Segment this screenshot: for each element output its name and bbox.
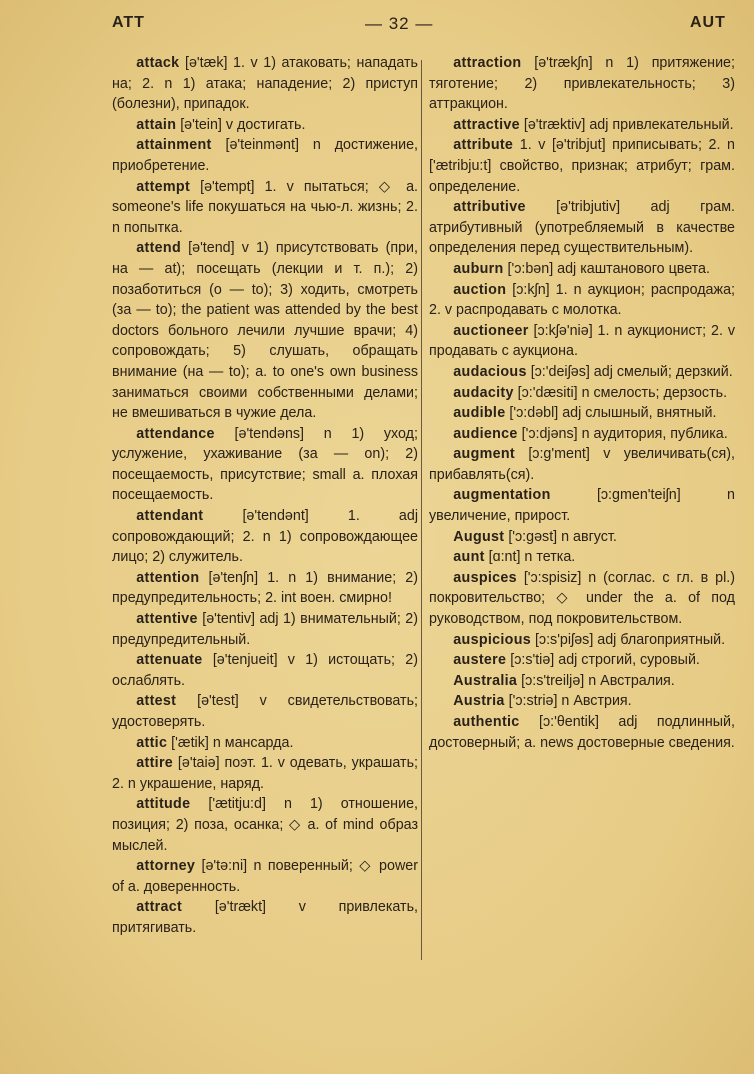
right-column — [429, 53, 735, 753]
definition: [ə'tribjutiv] adj грам. атрибутивный (употребляемый в качестве определения перед существительным). — [429, 199, 735, 257]
headword: attractive — [453, 116, 520, 133]
page-number: — 32 — — [365, 14, 434, 33]
headword: attorney — [136, 858, 196, 875]
definition: [ə'tendəns] n 1) уход; услужение, ухаживание (за — on); 2) посещаемость, присутствие; small a. плохая посещаемость. — [112, 425, 418, 504]
definition: [ɔ:s'piʃəs] adj благоприятный. — [530, 631, 726, 648]
headword: attract — [136, 899, 183, 916]
definition: [ə'tend] v 1) присутствовать (при, на — at); посещать (лекции и т. п.); 2) позаботиться (о — to); 3) ходить, смотреть (за — to); the patient was attended by the best doctors больного лечили лучшие врачи; 4) сопровождать; 5) слушать, обращать внимание (на — to); a. to one's own business заниматься своими собственными делами; не вмешиваться в чужие дела. — [112, 240, 418, 422]
dictionary-entry — [429, 712, 735, 753]
headword: augmentation — [453, 487, 551, 504]
headword: augment — [453, 446, 515, 463]
right-guide-word: AUT — [690, 14, 726, 31]
dictionary-entry — [112, 650, 418, 691]
headword: attain — [136, 116, 177, 133]
dictionary-entry — [112, 135, 418, 176]
definition: [ɔ:s'tiə] adj строгий, суровый. — [506, 652, 700, 669]
dictionary-entry — [429, 115, 735, 136]
definition: ['ɔ:striə] n Австрия. — [504, 693, 632, 710]
headword: attire — [136, 755, 174, 772]
definition: [ɔ:gmen'teiʃn] n увеличение, прирост. — [429, 487, 735, 525]
dictionary-entry — [429, 403, 735, 424]
dictionary-entry — [429, 671, 735, 692]
definition: ['ɔ:spisiz] n (соглас. с гл. в pl.) покровительство; ◇ under the a. of под руководством, под покровительством. — [429, 569, 735, 628]
headword: attraction — [453, 55, 522, 71]
headword: auction — [453, 281, 507, 298]
dictionary-entry — [112, 506, 418, 568]
headword: austere — [453, 652, 507, 669]
headword: attic — [136, 734, 168, 751]
headword: auspicious — [453, 631, 531, 648]
headword: attentive — [136, 611, 198, 628]
definition: [ə'tein] v достигать. — [176, 116, 306, 133]
definition: ['ɔ:bən] adj каштанового цвета. — [503, 260, 710, 277]
headword: auburn — [453, 260, 504, 277]
definition: [ɔ:'deiʃəs] adj смелый; дерзкий. — [526, 363, 733, 380]
definition: ['ætitju:d] n 1) отношение, позиция; 2) поза, осанка; ◇ a. of mind образ мыслей. — [112, 796, 418, 854]
headword: audacity — [453, 384, 514, 401]
dictionary-entry — [112, 568, 418, 609]
dictionary-entry — [112, 794, 418, 856]
definition: ['ɔ:djəns] n аудитория, публика. — [517, 425, 728, 442]
column-divider — [421, 60, 422, 960]
dictionary-entry — [112, 897, 418, 938]
headword: attention — [136, 569, 200, 586]
headword: auctioneer — [453, 322, 529, 339]
headword: attribute — [453, 137, 514, 154]
definition: [ɔ:kʃn] 1. n аукцион; распродажа; 2. v распродавать с молотка. — [429, 281, 735, 319]
dictionary-entry — [112, 53, 418, 115]
headword: aunt — [453, 549, 485, 566]
dictionary-entry — [112, 177, 418, 239]
dictionary-entry — [429, 362, 735, 383]
dictionary-entry — [429, 485, 735, 526]
dictionary-entry — [429, 135, 735, 197]
definition: [ə'tenʃn] 1. n 1) внимание; 2) предупредительность; 2. int воен. смирно! — [112, 569, 418, 607]
headword: auspices — [453, 569, 517, 586]
definition: [ə'tenjueit] v 1) истощать; 2) ослаблять. — [112, 652, 418, 689]
headword: August — [453, 528, 505, 545]
headword: attendance — [136, 425, 215, 442]
definition: [ɔ:s'treiljə] n Австралия. — [517, 672, 675, 689]
dictionary-entry — [429, 424, 735, 445]
dictionary-entry — [429, 280, 735, 321]
definition: [ɔ:kʃə'niə] 1. n аукционист; 2. v продавать с аукциона. — [429, 322, 735, 360]
dictionary-entry — [112, 424, 418, 506]
headword: attempt — [136, 178, 191, 195]
dictionary-entry — [429, 53, 735, 115]
definition: [ə'tendənt] 1. adj сопровождающий; 2. n 1) сопровождающее лицо; 2) служитель. — [112, 508, 418, 566]
headword: attitude — [136, 796, 191, 813]
definition: [ə'tempt] 1. v пытаться; ◇ a. someone's life покушаться на чью-л. жизнь; 2. n попытка. — [112, 178, 418, 236]
definition: [ə'trækt] v привлекать, притягивать. — [112, 899, 418, 936]
definition: [ɑ:nt] n тетка. — [484, 549, 576, 566]
dictionary-entry — [429, 691, 735, 712]
dictionary-entry — [429, 650, 735, 671]
headword: audience — [453, 425, 518, 442]
dictionary-entry — [429, 568, 735, 630]
headword: attest — [136, 693, 177, 710]
dictionary-entry — [112, 856, 418, 897]
definition: [ɔ:g'ment] v увеличивать(ся), прибавлять(ся). — [429, 446, 735, 483]
dictionary-entry — [112, 238, 418, 423]
dictionary-entry — [429, 321, 735, 362]
dictionary-entry — [429, 259, 735, 280]
headword: audible — [453, 405, 506, 422]
definition: ['ætik] n мансарда. — [167, 734, 294, 751]
definition: 1. v [ə'tribjut] приписывать; 2. n ['ætribju:t] свойство, признак; атрибут; грам. определение. — [429, 137, 735, 195]
headword: attack — [136, 55, 180, 71]
dictionary-entry — [112, 115, 418, 136]
dictionary-entry — [112, 753, 418, 794]
left-guide-word: ATT — [112, 14, 145, 31]
dictionary-entry — [112, 691, 418, 732]
definition: [ə'test] v свидетельствовать; удостоверять. — [112, 693, 418, 730]
dictionary-entry — [429, 527, 735, 548]
dictionary-entry — [112, 609, 418, 650]
definition: [ə'teinmənt] n достижение, приобретение. — [112, 137, 418, 174]
definition: [ə'tæk] 1. v 1) атаковать; нападать на; 2. n 1) атака; нападение; 2) приступ (болезни), припадок. — [112, 55, 418, 113]
definition: ['ɔ:gəst] n август. — [504, 528, 617, 545]
dictionary-entry — [429, 383, 735, 404]
definition: [ə'træktiv] adj привлекательный. — [519, 116, 734, 133]
headword: authentic — [453, 714, 520, 730]
headword: audacious — [453, 363, 527, 380]
headword: attend — [136, 240, 181, 257]
definition: [ə'taiə] поэт. 1. v одевать, украшать; 2. n украшение, наряд. — [112, 755, 418, 792]
definition: [ɔ:'dæsiti] n смелость; дерзость. — [513, 384, 728, 401]
definition: [ɔ:'θentik] adj подлинный, достоверный; a. news достоверные сведения. — [429, 714, 735, 751]
headword: attendant — [136, 508, 204, 525]
dictionary-entry — [112, 733, 418, 754]
headword: attainment — [136, 137, 212, 154]
dictionary-entry — [429, 630, 735, 651]
dictionary-entry — [429, 547, 735, 568]
definition: [ə'tə:ni] n поверенный; ◇ power of a. доверенность. — [112, 858, 418, 895]
headword: Australia — [453, 672, 518, 689]
left-column — [112, 53, 418, 939]
headword: attributive — [453, 199, 526, 216]
dictionary-entry — [429, 444, 735, 485]
definition: [ə'trækʃn] n 1) притяжение; тяготение; 2) привлекательность; 3) аттракцион. — [429, 55, 735, 113]
headword: Austria — [453, 693, 505, 710]
headword: attenuate — [136, 652, 203, 669]
definition: [ə'tentiv] adj 1) внимательный; 2) предупредительный. — [112, 611, 418, 648]
dictionary-entry — [429, 197, 735, 259]
definition: ['ɔ:dəbl] adj слышный, внятный. — [505, 405, 717, 422]
